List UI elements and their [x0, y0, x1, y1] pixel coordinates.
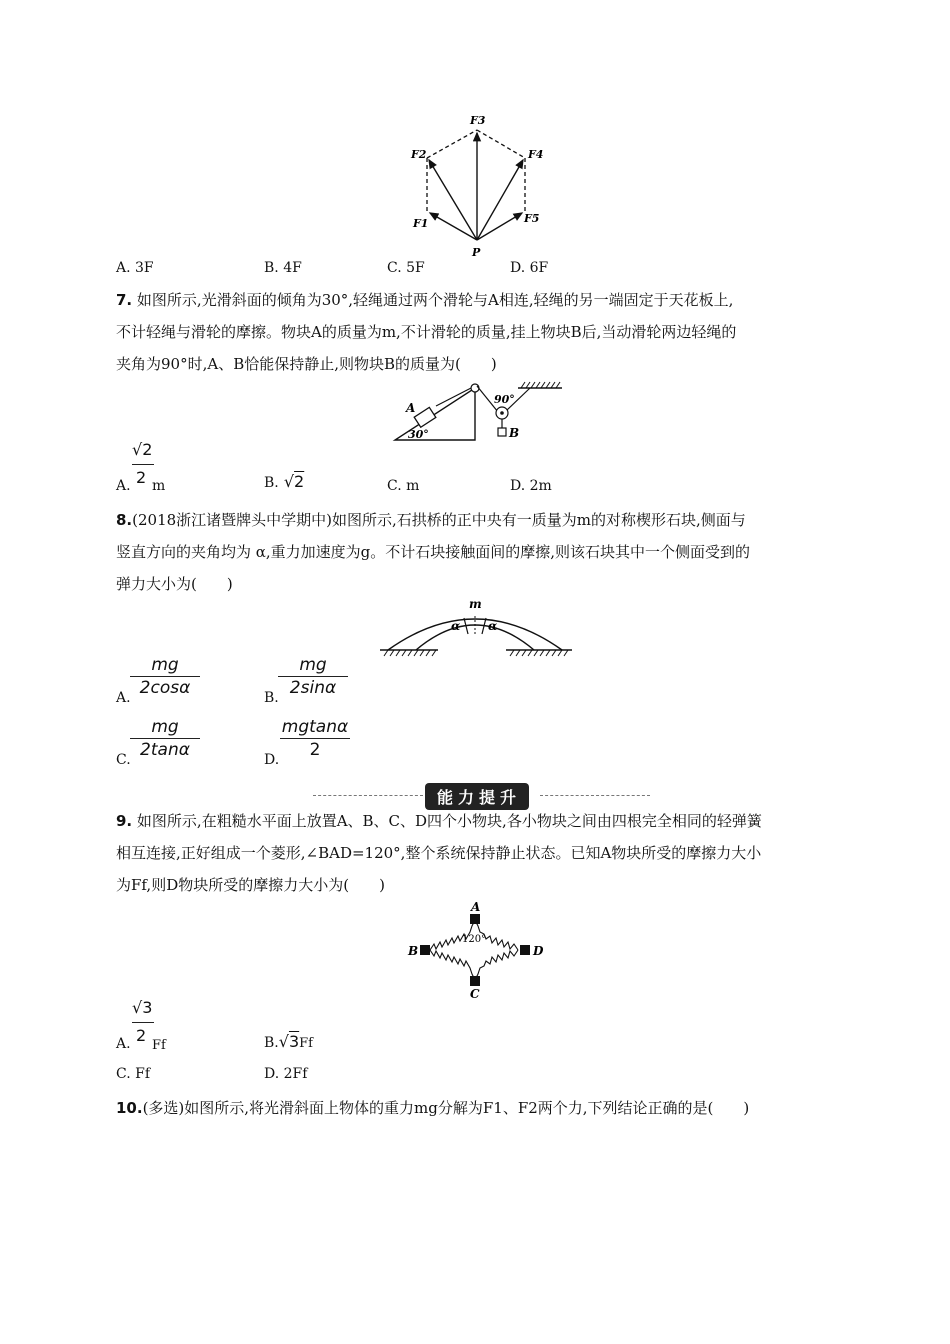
angle-90-label: 90°: [494, 393, 515, 406]
q9-option-d[interactable]: D. 2Ff: [264, 1066, 308, 1082]
block-a: [470, 914, 480, 924]
q7-number: 7.: [116, 291, 133, 309]
label-a: A: [471, 900, 481, 914]
q7-option-a-prefix: A.: [116, 478, 131, 494]
q9-line-1: 如图所示,在粗糙水平面上放置A、B、C、D四个小物块,各小物块之间由四根完全相同的轻弹簧: [136, 812, 762, 830]
section-badge: 能力提升: [425, 783, 529, 810]
q7-option-a[interactable]: [116, 440, 176, 496]
p-label: P: [472, 246, 481, 259]
q6-option-c[interactable]: C. 5F: [387, 260, 425, 276]
q8-option-c[interactable]: [116, 716, 236, 768]
alpha-right-label: α: [488, 619, 498, 633]
q6-option-a[interactable]: A. 3F: [116, 260, 154, 276]
q8-option-a-denominator: 2cosα: [139, 678, 191, 698]
f5-label: F5: [524, 212, 540, 225]
block-b: [420, 945, 430, 955]
q9-option-b-value: √3: [278, 1032, 300, 1051]
q9-text: [116, 805, 846, 901]
f4-label: F4: [528, 148, 544, 161]
q8-option-c-numerator: mg: [151, 717, 179, 737]
q8-number: 8.: [116, 511, 133, 529]
block-b-label: B: [509, 426, 520, 440]
angle-30-label: 30°: [408, 428, 429, 441]
q6-option-d[interactable]: D. 6F: [510, 260, 549, 276]
block-d: [520, 945, 530, 955]
hexagon-force-figure: [400, 110, 560, 260]
q7-line-3: 夹角为90°时,A、B恰能保持静止,则物块B的质量为( ): [116, 355, 497, 373]
q10-number: 10.: [116, 1099, 143, 1117]
q10-line-1: (多选)如图所示,将光滑斜面上物体的重力mg分解为F1、F2两个力,下列结论正确的是( ): [142, 1099, 750, 1117]
q9-option-c[interactable]: C. Ff: [116, 1066, 151, 1082]
q10-text: [116, 1092, 846, 1124]
section-divider-left: [313, 795, 423, 796]
fraction-bar: [132, 1022, 154, 1023]
q8-option-c-prefix: C.: [116, 752, 131, 768]
f3-label: F3: [470, 114, 486, 127]
q7-line-2: 不计轻绳与滑轮的摩擦。物块A的质量为m,不计滑轮的质量,挂上物块B后,当动滑轮两边轻绳的: [116, 323, 737, 341]
q7-option-a-numerator: √2: [132, 440, 153, 459]
fraction-bar: [132, 464, 154, 465]
block-c: [470, 976, 480, 986]
q9-number: 9.: [116, 812, 133, 830]
q8-option-b-denominator: 2sinα: [289, 678, 337, 698]
q8-option-d-prefix: D.: [264, 752, 280, 768]
incline-pulley-figure: [390, 378, 570, 444]
q7-option-b-prefix: B.: [264, 475, 279, 491]
q9-option-a-numerator: √3: [132, 998, 153, 1017]
angle-120-label: 120°: [462, 934, 487, 945]
q7-option-a-denominator: 2: [136, 468, 147, 487]
q8-line-3: 弹力大小为( ): [116, 575, 233, 593]
q7-text: [116, 284, 846, 380]
rhombus-spring-figure: [400, 898, 550, 1004]
q9-option-b-prefix: B.: [264, 1035, 279, 1051]
q8-line-2: 竖直方向的夹角均为 α,重力加速度为g。不计石块接触面间的摩擦,则该石块其中一个侧面受到的: [116, 543, 751, 561]
q8-option-a[interactable]: [116, 654, 236, 706]
q9-option-a[interactable]: [116, 998, 196, 1058]
q9-line-2: 相互连接,正好组成一个菱形,∠BAD=120°,整个系统保持静止状态。已知A物块所受的摩擦力大小: [116, 844, 762, 862]
q7-option-b[interactable]: [264, 472, 304, 491]
q8-text: [116, 504, 846, 600]
q9-option-a-denominator: 2: [136, 1026, 147, 1045]
q9-option-a-suffix: Ff: [152, 1038, 166, 1053]
q8-option-d-numerator: mgtanα: [281, 717, 349, 737]
q7-option-a-suffix: m: [152, 478, 166, 494]
q8-option-a-prefix: A.: [116, 690, 131, 706]
q8-option-b-numerator: mg: [299, 655, 327, 675]
alpha-left-label: α: [451, 619, 461, 633]
q9-option-b-suffix: Ff: [299, 1036, 313, 1051]
q8-option-b[interactable]: [264, 654, 384, 706]
q8-option-b-prefix: B.: [264, 690, 279, 706]
q8-option-c-denominator: 2tanα: [140, 740, 190, 760]
label-b: B: [408, 944, 419, 958]
q7-option-b-value: √2: [283, 472, 305, 491]
mass-m-label: m: [469, 597, 482, 611]
label-c: C: [470, 987, 480, 1001]
stone-arch-bridge-figure: [378, 596, 574, 660]
f1-label: F1: [413, 217, 429, 230]
q9-option-b[interactable]: [264, 1032, 313, 1051]
q8-line-1: (2018浙江诸暨牌头中学期中)如图所示,石拱桥的正中央有一质量为m的对称楔形石块,侧面与: [132, 511, 746, 529]
q9-line-3: 为Ff,则D物块所受的摩擦力大小为( ): [116, 876, 385, 894]
block-a-label: A: [406, 401, 416, 415]
q8-option-d[interactable]: [264, 716, 384, 768]
q9-option-a-prefix: A.: [116, 1036, 131, 1052]
q6-option-b[interactable]: B. 4F: [264, 260, 302, 276]
q8-option-d-denominator: 2: [309, 740, 321, 760]
q7-option-d[interactable]: D. 2m: [510, 478, 552, 494]
q7-line-1: 如图所示,光滑斜面的倾角为30°,轻绳通过两个滑轮与A相连,轻绳的另一端固定于天花板上,: [136, 291, 734, 309]
label-d: D: [533, 944, 544, 958]
section-divider-right: [540, 795, 650, 796]
f2-label: F2: [411, 148, 427, 161]
q7-option-c[interactable]: C. m: [387, 478, 420, 494]
q8-option-a-numerator: mg: [151, 655, 179, 675]
